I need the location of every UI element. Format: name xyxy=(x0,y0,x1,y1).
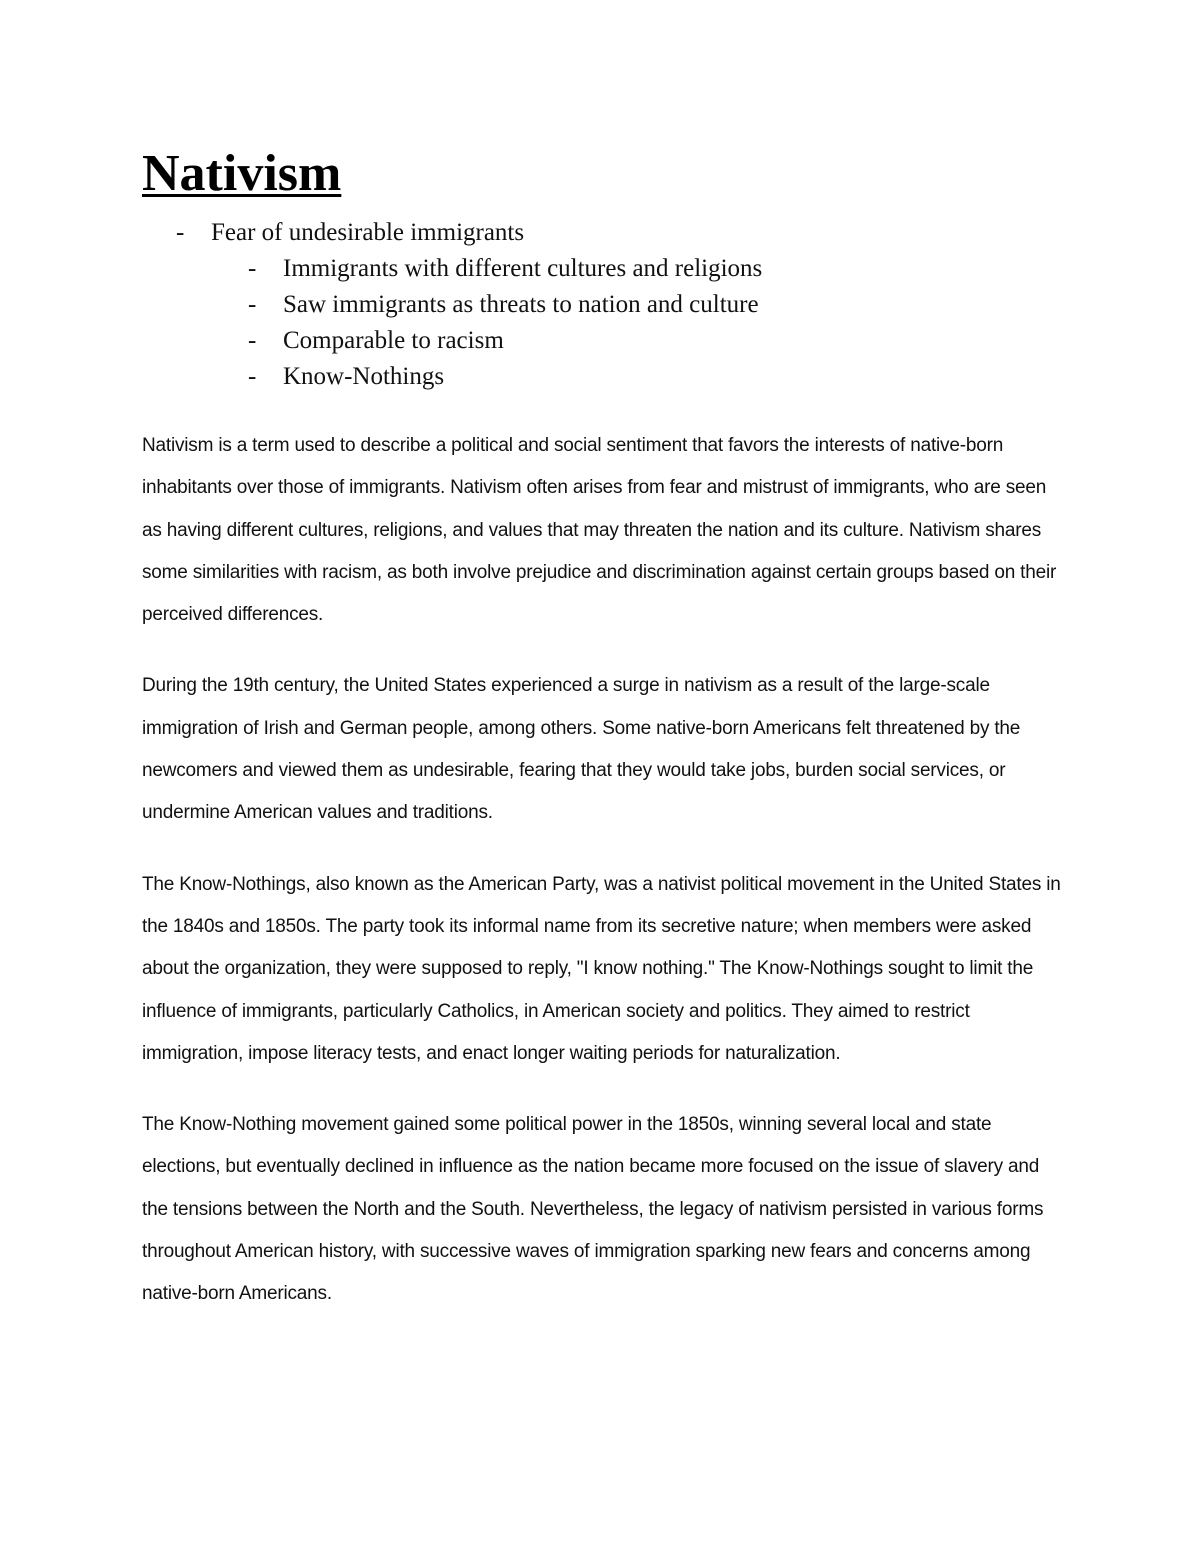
outline-main-point-text: Fear of undesirable immigrants xyxy=(211,219,525,246)
outline-sub-point-text: Immigrants with different cultures and religions xyxy=(283,255,763,282)
paragraph-know-nothings: The Know-Nothings, also known as the American Party, was a nativist political movement in the United States in the 1840s and 1850s. The party took its informal name from its secretive nature; when members were asked about the organization, they were supposed to reply, "I know nothing." The Know-Nothings sought to limit the influence of immigrants, particularly Catholics, in American society and politics. They aimed to restrict immigration, impose literacy tests, and enact longer waiting periods for naturalization. xyxy=(142,873,1061,1064)
bullet-dash: - xyxy=(176,219,185,246)
paragraph-legacy: The Know-Nothing movement gained some political power in the 1850s, winning several local and state elections, but eventually declined in influence as the nation became more focused on the issue of slavery and the tensions between the North and the South. Nevertheless, the legacy of nativism persisted in various forms throughout American history, with successive waves of immigration sparking new fears and concerns among native-born Americans. xyxy=(142,1114,1044,1305)
outline-list xyxy=(0,215,1200,395)
page-title: Nativism xyxy=(142,145,342,202)
bullet-dash: - xyxy=(248,327,257,354)
outline-sub-point xyxy=(0,251,1200,287)
outline-sub-point-text: Saw immigrants as threats to nation and culture xyxy=(283,291,759,318)
outline-sub-point-text: Know-Nothings xyxy=(283,363,445,390)
body-text xyxy=(142,425,1062,1345)
outline-sub-point xyxy=(0,287,1200,323)
paragraph-definition: Nativism is a term used to describe a political and social sentiment that favors the interests of native-born inhabitants over those of immigrants. Nativism often arises from fear and mistrust of immigrants, who are seen as having different cultures, religions, and values that may threaten the nation and its culture. Nativism shares some similarities with racism, as both involve prejudice and discrimination against certain groups based on their perceived differences. xyxy=(142,435,1057,626)
bullet-dash: - xyxy=(248,363,257,390)
bullet-dash: - xyxy=(248,291,257,318)
outline-main-point xyxy=(0,215,1200,251)
outline-sub-point xyxy=(0,359,1200,395)
outline-sub-point xyxy=(0,323,1200,359)
paragraph-19th-century: During the 19th century, the United States experienced a surge in nativism as a result of the large-scale immigration of Irish and German people, among others. Some native-born Americans felt threatened by the newcomers and viewed them as undesirable, fearing that they would take jobs, burden social services, or undermine American values and traditions. xyxy=(142,675,1021,824)
outline-sub-point-text: Comparable to racism xyxy=(283,327,504,354)
bullet-dash: - xyxy=(248,255,257,282)
